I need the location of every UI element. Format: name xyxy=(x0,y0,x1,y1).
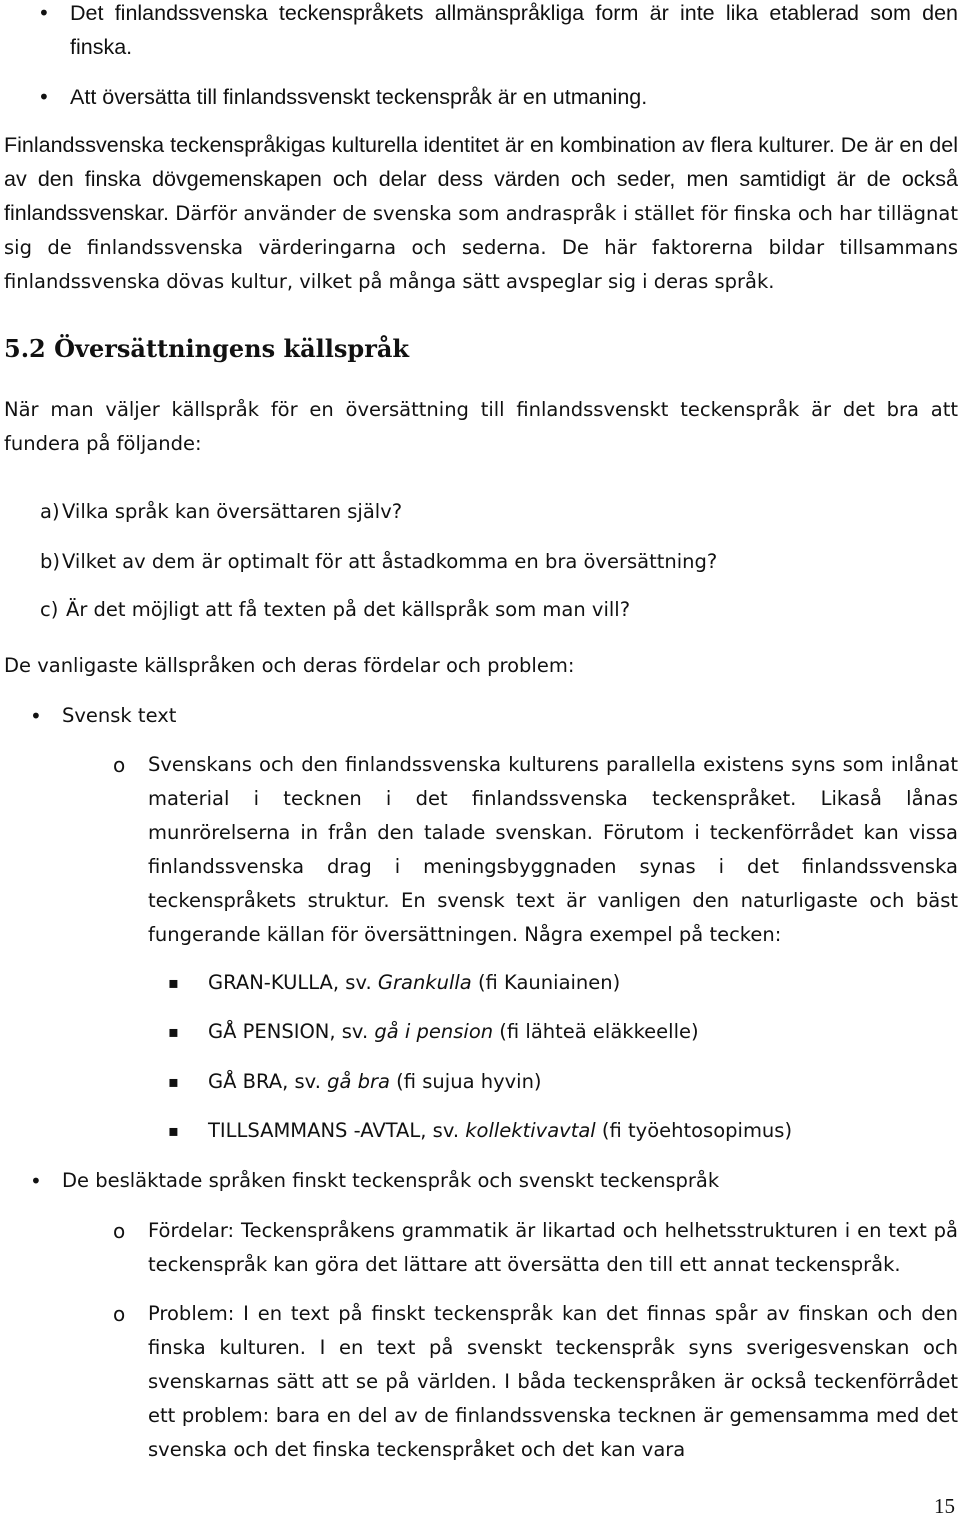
swedish-word: Grankulla xyxy=(377,971,472,994)
circle-bullet-icon: o xyxy=(113,1302,126,1326)
question-label: a) xyxy=(40,500,60,523)
culture-paragraph xyxy=(4,128,958,299)
finnish-translation: (fi sujua hyvin) xyxy=(389,1070,542,1093)
bullet-dot-icon: • xyxy=(38,85,50,109)
top-bullet-2: Att översätta till finlandssvenskt teckenspråk är en utmaning. xyxy=(70,85,648,109)
sign-gloss: GÅ BRA, sv. xyxy=(208,1070,328,1093)
finnish-translation: (fi lähteä eläkkeelle) xyxy=(493,1020,699,1043)
swedish-word: gå bra xyxy=(327,1070,390,1093)
square-bullet-icon: ▪ xyxy=(168,1022,179,1041)
intro-paragraph: När man väljer källspråk för en översättning till finlandssvenskt teckenspråk är det bra att fundera på följande: xyxy=(4,398,958,455)
sign-gloss: TILLSAMMANS -AVTAL, sv. xyxy=(208,1119,466,1142)
question-text: Vilket av dem är optimalt för att åstadkomma en bra översättning? xyxy=(62,550,718,573)
problems-text: Problem: I en text på finskt teckenspråk kan det finnas spår av finskan och den finska kulturen. I en text på svenskt teckenspråk syns sverigesvenskan och svenskarnas sätt att se på världen. I båda teckenspråken är också teckenförrådet ett problem: bara en del av de finlandssvenska tecknen är gemensamma med det svenska och det finska teckenspråket och det kan vara xyxy=(148,1302,958,1461)
advantages-text: Fördelar: Teckenspråkens grammatik är likartad och helhetsstrukturen i en text på teckenspråk kan göra det lättare att översätta den till ett annat teckenspråk. xyxy=(148,1219,958,1276)
square-bullet-icon: ▪ xyxy=(168,973,179,992)
sign-gloss: GRAN-KULLA, sv. xyxy=(208,971,378,994)
finnish-translation: (fi Kauniainen) xyxy=(471,971,621,994)
sign-example xyxy=(208,1114,948,1148)
top-bullet-1: Det finlandssvenska teckenspråkets allmänspråkliga form är inte lika etablerad som den finska. xyxy=(70,1,958,59)
question-b xyxy=(40,545,940,579)
svensk-text-bullet: Svensk text xyxy=(62,704,177,727)
page-number: 15 xyxy=(934,1494,955,1518)
bullet-dot-icon: • xyxy=(38,1,50,25)
circle-bullet-icon: o xyxy=(113,1219,126,1243)
sources-intro: De vanligaste källspråken och deras fördelar och problem: xyxy=(4,654,575,677)
question-a xyxy=(40,495,940,529)
question-c xyxy=(40,593,940,627)
question-text: Är det möjligt att få texten på det källspråk som man vill? xyxy=(66,598,631,621)
bullet-dot-icon: • xyxy=(30,1169,42,1193)
swedish-word: gå i pension xyxy=(374,1020,494,1043)
related-languages-bullet: De besläktade språken finskt teckenspråk och svenskt teckenspråk xyxy=(62,1169,720,1192)
sign-example xyxy=(208,1015,948,1049)
question-label: b) xyxy=(40,550,60,573)
question-label: c) xyxy=(40,598,59,621)
square-bullet-icon: ▪ xyxy=(168,1121,179,1140)
square-bullet-icon: ▪ xyxy=(168,1072,179,1091)
finnish-translation: (fi työehtosopimus) xyxy=(595,1119,793,1142)
section-heading: 5.2 Översättningens källspråk xyxy=(4,334,410,363)
sign-gloss: GÅ PENSION, sv. xyxy=(208,1020,375,1043)
bullet-dot-icon: • xyxy=(30,704,42,728)
swedish-word: kollektivavtal xyxy=(465,1119,596,1142)
culture-paragraph-part-1: Finlandssvenska teckenspråkigas kulturella identitet är en kombination av flera kulturer. De är en del av den finska dövgemenskapen och delar dess värden och seder, men samtidigt är de också finlandssvenskar. xyxy=(4,133,958,225)
sign-example xyxy=(208,966,948,1000)
sign-example xyxy=(208,1065,948,1099)
question-text: Vilka språk kan översättaren själv? xyxy=(62,500,403,523)
circle-bullet-icon: o xyxy=(113,753,126,777)
culture-paragraph-part-2: Därför använder de svenska som andraspråk i stället för finska och har tillägnat sig de finlandssvenska värderingarna och sederna. De här faktorerna bildar tillsammans finlandssvenska dövas kultur, vilket på många sätt avspeglar sig i deras språk. xyxy=(4,202,958,293)
svensk-text-description: Svenskans och den finlandssvenska kulturens parallella existens syns som inlånat material i tecknen i det finlandssvenska teckenspråket. Likaså lånas munrörelserna in från den talade svenskan. Förutom i teckenförrådet kan vissa finlandssvenska drag i meningsbyggnaden synas i det finlandssvenska teckenspråkets struktur. En svensk text är vanligen den naturligaste och bäst fungerande källan för översättningen. Några exempel på tecken: xyxy=(148,753,958,946)
